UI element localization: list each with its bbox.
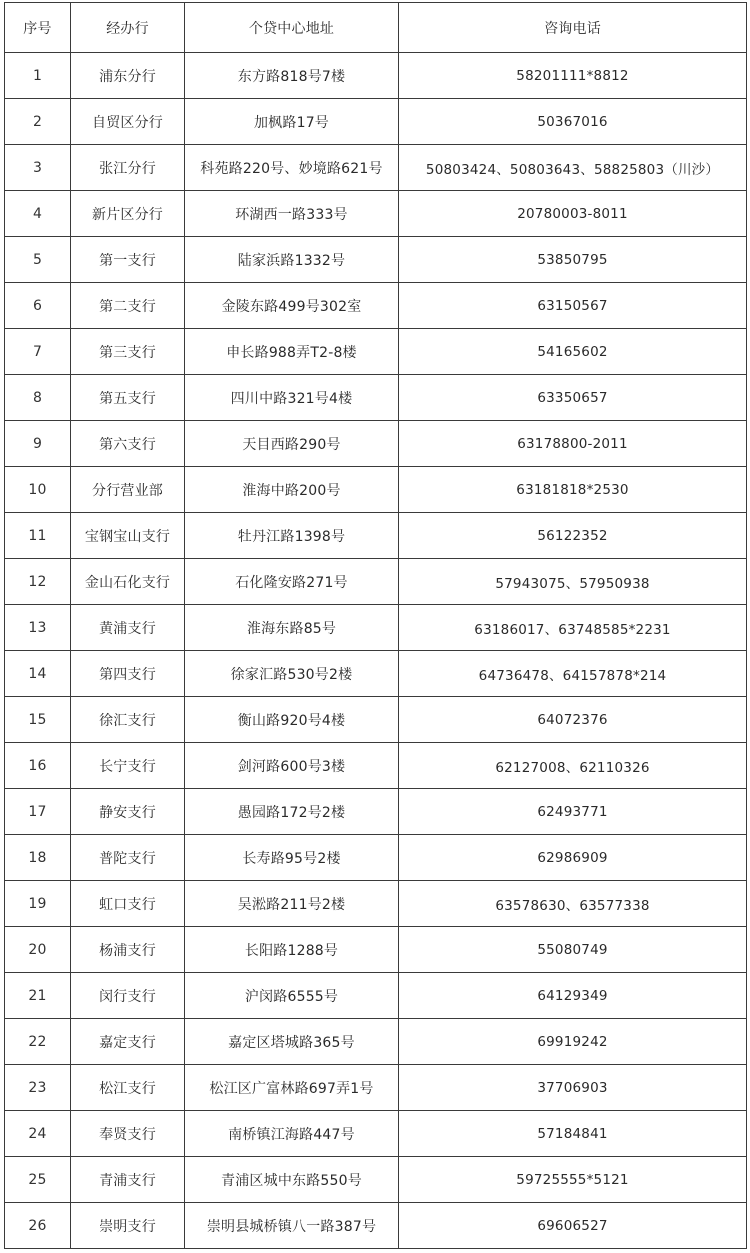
phone-cell: 63178800-2011	[399, 421, 747, 467]
table-row	[5, 99, 747, 145]
branch-cell: 静安支行	[71, 789, 185, 835]
branch-cell: 嘉定支行	[71, 1019, 185, 1065]
address-cell: 金陵东路499号302室	[185, 283, 399, 329]
table-row	[5, 283, 747, 329]
branch-cell: 第四支行	[71, 651, 185, 697]
address-cell: 长寿路95号2楼	[185, 835, 399, 881]
branch-cell: 第六支行	[71, 421, 185, 467]
address-cell: 陆家浜路1332号	[185, 237, 399, 283]
address-cell: 石化隆安路271号	[185, 559, 399, 605]
address-cell: 松江区广富林路697弄1号	[185, 1065, 399, 1111]
branch-cell: 宝钢宝山支行	[71, 513, 185, 559]
seq-cell: 8	[5, 375, 71, 421]
phone-cell: 53850795	[399, 237, 747, 283]
table-row	[5, 1065, 747, 1111]
phone-cell: 64072376	[399, 697, 747, 743]
phone-cell: 64129349	[399, 973, 747, 1019]
seq-cell: 9	[5, 421, 71, 467]
branch-cell: 虹口支行	[71, 881, 185, 927]
branch-cell: 第二支行	[71, 283, 185, 329]
branch-cell: 闵行支行	[71, 973, 185, 1019]
address-cell: 南桥镇江海路447号	[185, 1111, 399, 1157]
address-cell: 加枫路17号	[185, 99, 399, 145]
seq-cell: 11	[5, 513, 71, 559]
branch-cell: 第五支行	[71, 375, 185, 421]
table-header-row	[5, 3, 747, 53]
table-row	[5, 145, 747, 191]
phone-cell: 59725555*5121	[399, 1157, 747, 1203]
address-cell: 淮海中路200号	[185, 467, 399, 513]
phone-cell: 55080749	[399, 927, 747, 973]
branch-cell: 杨浦支行	[71, 927, 185, 973]
address-cell: 沪闵路6555号	[185, 973, 399, 1019]
address-cell: 衡山路920号4楼	[185, 697, 399, 743]
address-cell: 崇明县城桥镇八一路387号	[185, 1203, 399, 1249]
table-row	[5, 1157, 747, 1203]
branch-cell: 普陀支行	[71, 835, 185, 881]
seq-cell: 7	[5, 329, 71, 375]
phone-cell: 50803424、50803643、58825803（川沙）	[399, 145, 747, 191]
header-branch: 经办行	[71, 3, 185, 53]
table-row	[5, 559, 747, 605]
seq-cell: 22	[5, 1019, 71, 1065]
phone-cell: 63578630、63577338	[399, 881, 747, 927]
seq-cell: 5	[5, 237, 71, 283]
address-cell: 天目西路290号	[185, 421, 399, 467]
table-row	[5, 743, 747, 789]
branch-cell: 长宁支行	[71, 743, 185, 789]
phone-cell: 63350657	[399, 375, 747, 421]
seq-cell: 15	[5, 697, 71, 743]
address-cell: 长阳路1288号	[185, 927, 399, 973]
branch-contact-table	[4, 2, 747, 1249]
branch-contact-table-container	[4, 2, 746, 1249]
phone-cell: 57943075、57950938	[399, 559, 747, 605]
branch-cell: 自贸区分行	[71, 99, 185, 145]
table-row	[5, 191, 747, 237]
address-cell: 吴淞路211号2楼	[185, 881, 399, 927]
branch-cell: 第三支行	[71, 329, 185, 375]
phone-cell: 63186017、63748585*2231	[399, 605, 747, 651]
seq-cell: 20	[5, 927, 71, 973]
seq-cell: 17	[5, 789, 71, 835]
seq-cell: 26	[5, 1203, 71, 1249]
table-row	[5, 1111, 747, 1157]
address-cell: 剑河路600号3楼	[185, 743, 399, 789]
phone-cell: 56122352	[399, 513, 747, 559]
table-row	[5, 421, 747, 467]
branch-cell: 黄浦支行	[71, 605, 185, 651]
phone-cell: 57184841	[399, 1111, 747, 1157]
seq-cell: 24	[5, 1111, 71, 1157]
phone-cell: 62493771	[399, 789, 747, 835]
phone-cell: 63181818*2530	[399, 467, 747, 513]
table-row	[5, 1203, 747, 1249]
branch-cell: 金山石化支行	[71, 559, 185, 605]
table-row	[5, 1019, 747, 1065]
branch-cell: 新片区分行	[71, 191, 185, 237]
address-cell: 淮海东路85号	[185, 605, 399, 651]
address-cell: 环湖西一路333号	[185, 191, 399, 237]
address-cell: 愚园路172号2楼	[185, 789, 399, 835]
table-body	[5, 53, 747, 1249]
seq-cell: 18	[5, 835, 71, 881]
seq-cell: 2	[5, 99, 71, 145]
address-cell: 四川中路321号4楼	[185, 375, 399, 421]
phone-cell: 54165602	[399, 329, 747, 375]
seq-cell: 1	[5, 53, 71, 99]
phone-cell: 50367016	[399, 99, 747, 145]
seq-cell: 13	[5, 605, 71, 651]
address-cell: 申长路988弄T2-8楼	[185, 329, 399, 375]
seq-cell: 10	[5, 467, 71, 513]
address-cell: 嘉定区塔城路365号	[185, 1019, 399, 1065]
phone-cell: 63150567	[399, 283, 747, 329]
phone-cell: 69606527	[399, 1203, 747, 1249]
branch-cell: 青浦支行	[71, 1157, 185, 1203]
address-cell: 牡丹江路1398号	[185, 513, 399, 559]
phone-cell: 69919242	[399, 1019, 747, 1065]
table-row	[5, 789, 747, 835]
seq-cell: 16	[5, 743, 71, 789]
header-phone: 咨询电话	[399, 3, 747, 53]
table-row	[5, 329, 747, 375]
table-row	[5, 927, 747, 973]
branch-cell: 第一支行	[71, 237, 185, 283]
table-row	[5, 513, 747, 559]
branch-cell: 松江支行	[71, 1065, 185, 1111]
seq-cell: 23	[5, 1065, 71, 1111]
branch-cell: 徐汇支行	[71, 697, 185, 743]
branch-cell: 分行营业部	[71, 467, 185, 513]
table-row	[5, 237, 747, 283]
address-cell: 东方路818号7楼	[185, 53, 399, 99]
table-row	[5, 467, 747, 513]
seq-cell: 25	[5, 1157, 71, 1203]
address-cell: 青浦区城中东路550号	[185, 1157, 399, 1203]
phone-cell: 64736478、64157878*214	[399, 651, 747, 697]
header-seq: 序号	[5, 3, 71, 53]
table-row	[5, 973, 747, 1019]
table-row	[5, 53, 747, 99]
branch-cell: 崇明支行	[71, 1203, 185, 1249]
table-row	[5, 881, 747, 927]
address-cell: 徐家汇路530号2楼	[185, 651, 399, 697]
address-cell: 科苑路220号、妙境路621号	[185, 145, 399, 191]
phone-cell: 62986909	[399, 835, 747, 881]
seq-cell: 3	[5, 145, 71, 191]
seq-cell: 6	[5, 283, 71, 329]
branch-cell: 浦东分行	[71, 53, 185, 99]
phone-cell: 37706903	[399, 1065, 747, 1111]
seq-cell: 12	[5, 559, 71, 605]
table-row	[5, 375, 747, 421]
table-row	[5, 651, 747, 697]
table-row	[5, 697, 747, 743]
header-address: 个贷中心地址	[185, 3, 399, 53]
table-row	[5, 605, 747, 651]
seq-cell: 4	[5, 191, 71, 237]
seq-cell: 19	[5, 881, 71, 927]
phone-cell: 62127008、62110326	[399, 743, 747, 789]
phone-cell: 58201111*8812	[399, 53, 747, 99]
table-row	[5, 835, 747, 881]
phone-cell: 20780003-8011	[399, 191, 747, 237]
branch-cell: 张江分行	[71, 145, 185, 191]
branch-cell: 奉贤支行	[71, 1111, 185, 1157]
seq-cell: 21	[5, 973, 71, 1019]
seq-cell: 14	[5, 651, 71, 697]
